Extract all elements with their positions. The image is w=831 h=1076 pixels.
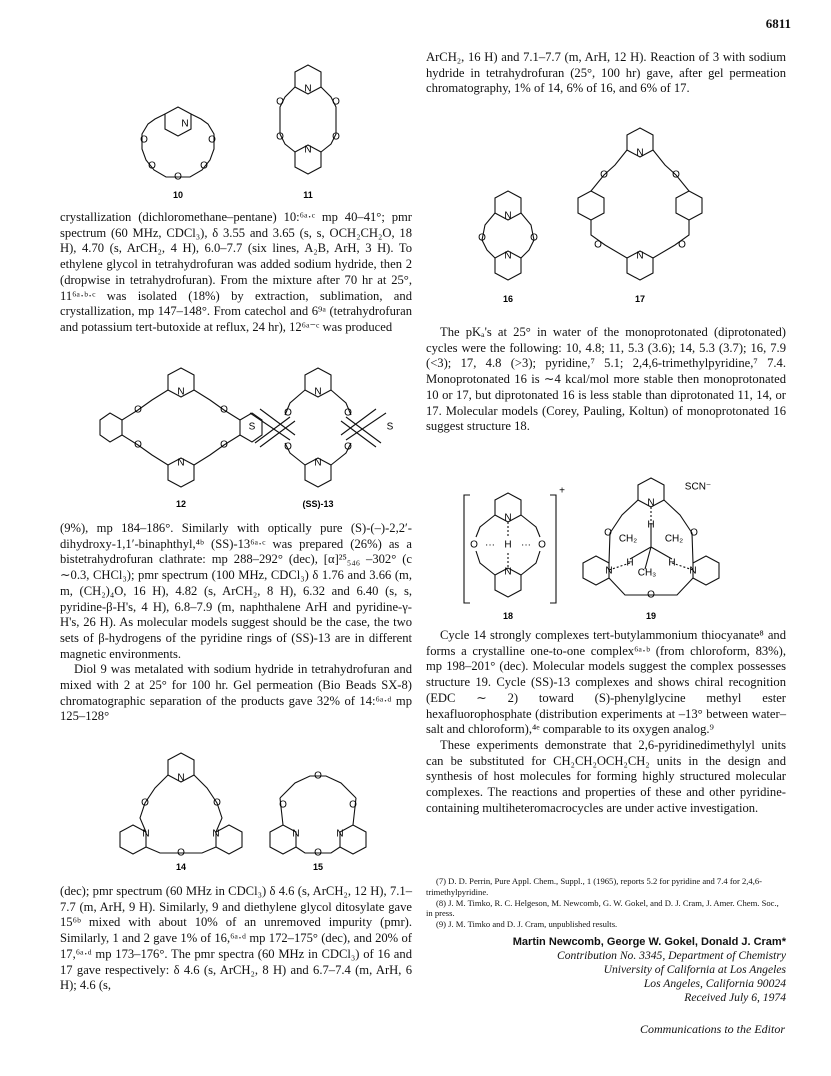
- svg-text:CH₂: CH₂: [664, 533, 684, 545]
- page-number: 6811: [765, 16, 791, 31]
- svg-text:O: O: [134, 439, 142, 451]
- svg-text:O: O: [220, 439, 228, 451]
- svg-text:O: O: [604, 527, 612, 539]
- svg-text:N: N: [304, 144, 312, 156]
- figure-compounds-10-11: [100, 52, 360, 207]
- paragraph: crystallization (dichloromethane–pentane) 10:⁶ᵃ·ᶜ mp 40–41°; pmr spectrum (60 MHz, CDCl₃), δ 3.55 and 3.65 (s, s, OCH₂CH₂O, 18 H), 4.70 (s, ArCH₂, 4 H), 6.0–7.7 (six lines, A₂B, ArH, 3 H). To ethylene glycol in tetrahydrofuran was added sodium hydride, then 2 (dropwise in tetrahydrofuran). From the mixture after 70 hr at 25°, 11⁶ᵃ·ᵇ·ᶜ was isolated (18%) by extraction, sublimation, and crystallization, mp 147–148°. From catechol and 6⁹ᵃ (tetrahydrofuran and potassium tert-butoxide at reflux, 24 hr), 12⁶ᵃ⁻ᶜ was produced: [60, 210, 412, 334]
- affiliation-line: University of California at Los Angeles: [603, 963, 786, 976]
- svg-text:H: H: [668, 557, 676, 569]
- svg-text:O: O: [134, 404, 142, 416]
- svg-text:O: O: [332, 131, 340, 143]
- structure-13: [249, 368, 394, 509]
- right-column-part2: [426, 325, 786, 435]
- svg-text:N: N: [636, 250, 644, 262]
- structure-18: [464, 486, 565, 621]
- label-17: 17: [634, 294, 646, 304]
- section-footer: Communications to the Editor: [640, 1022, 785, 1036]
- label-19: 19: [645, 611, 657, 621]
- paragraph: (dec); pmr spectrum (60 MHz in CDCl₃) δ 4.6 (s, ArCH₂, 12 H), 7.1–7.7 (m, ArH, 9 H). Similarly, 9 and diethylene glycol ditosylate gave 15⁶ᵇ mixed with about 10% of an unremoved impurity (pmr). Similarly, 1 and 2 gave 1% of 16,⁶ᵃ·ᵈ mp 172–175° (dec), and 20% of 17,⁶ᵃ·ᵈ mp 173–176°. The pmr spectra (60 MHz in CDCl₃) of 16 and 17 gave respectively: δ 4.6 (s, ArCH₂, 8 H) and 6.7–7.4 (m, ArH, 6 H); 4.6 (s,: [60, 884, 412, 993]
- label-11: 11: [303, 190, 313, 200]
- svg-text:O: O: [284, 407, 292, 419]
- reference-9: (9) J. M. Timko and D. J. Cram, unpublished results.: [436, 919, 618, 930]
- structure-11: [276, 65, 340, 200]
- svg-text:O: O: [279, 799, 287, 811]
- label-16: 16: [502, 294, 514, 304]
- svg-text:O: O: [140, 134, 148, 146]
- svg-text:N: N: [142, 828, 150, 840]
- svg-text:N: N: [212, 828, 220, 840]
- structure-17: [578, 128, 702, 304]
- svg-text:N: N: [177, 457, 185, 469]
- svg-text:O: O: [284, 441, 292, 453]
- svg-text:O: O: [177, 847, 185, 859]
- structure-16: [478, 191, 538, 304]
- svg-text:+: +: [559, 485, 565, 497]
- svg-text:S: S: [386, 421, 394, 433]
- svg-text:N: N: [314, 386, 322, 398]
- svg-text:O: O: [344, 407, 352, 419]
- svg-text:···: ···: [485, 539, 495, 551]
- label-13: (SS)-13: [302, 499, 334, 509]
- svg-text:N: N: [177, 772, 185, 784]
- svg-text:CH₂: CH₂: [618, 533, 638, 545]
- svg-text:O: O: [478, 232, 486, 244]
- author-block: [426, 935, 786, 1005]
- label-18: 18: [502, 611, 514, 621]
- structure-12: [100, 368, 262, 509]
- right-column-part1: [426, 50, 786, 97]
- svg-text:···: ···: [521, 539, 531, 551]
- svg-text:O: O: [672, 169, 680, 181]
- reference-8: (8) J. M. Timko, R. C. Helgeson, M. Newcomb, G. W. Gokel, and D. J. Cram, J. Amer. Chem. Soc., in press.: [426, 897, 779, 919]
- label-12: 12: [175, 499, 187, 509]
- svg-text:H: H: [504, 539, 512, 551]
- left-column-part1: [60, 210, 412, 336]
- svg-text:N: N: [504, 250, 512, 262]
- svg-text:N: N: [636, 147, 644, 159]
- figure-compounds-16-17: [440, 120, 760, 320]
- svg-text:O: O: [213, 797, 221, 809]
- svg-text:O: O: [470, 539, 478, 551]
- svg-text:N: N: [304, 83, 312, 95]
- right-column-part3: [426, 628, 786, 816]
- svg-text:O: O: [200, 160, 208, 172]
- svg-text:O: O: [141, 797, 149, 809]
- svg-text:N: N: [605, 565, 613, 577]
- svg-text:O: O: [538, 539, 546, 551]
- paragraph: (9%), mp 184–186°. Similarly with optically pure (S)-(–)-2,2′-dihydroxy-1,1′-binaphthyl,⁴ᵇ (SS)-13⁶ᵃ·ᶜ was prepared (26%) as a bistetrahydrofuran clathrate: mp 288–292° (dec), [α]²⁵₅₄₆ –302° (c ∼0.3, CHCl₃); pmr spectrum (100 MHz, CDCl₃) δ 1.76 and 3.66 (m, m, (CH₂)₄O, 16 H), 4.82 (s, ArCH₂, 8 H), 6.32 and 6.40 (s, s, pyridine-β-H's, 4 H), 6.8–7.9 (m, naphthalene ArH and pyridine-γ-H's, 26 H). As molecular models suggest should be the case, the two sets of β-hydrogens of the pyridine rings of (SS)-13 are in different magnetic environments.: [60, 521, 412, 661]
- figure-compounds-18-19: [440, 475, 760, 625]
- svg-text:O: O: [208, 134, 216, 146]
- svg-text:N: N: [504, 566, 512, 578]
- svg-text:N: N: [689, 565, 697, 577]
- svg-text:N: N: [292, 828, 300, 840]
- label-15: 15: [312, 862, 324, 872]
- svg-text:O: O: [314, 847, 322, 859]
- figure-compounds-14-15: [105, 748, 405, 878]
- svg-text:SCN⁻: SCN⁻: [684, 481, 712, 493]
- paragraph: ArCH₂, 16 H) and 7.1–7.7 (m, ArH, 12 H). Reaction of 3 with sodium hydride in tetrahydrofuran (25°, 100 hr) gave, after gel permeation chromatography, 1% of 14, 6% of 16, and 6% of 17.: [426, 50, 786, 96]
- svg-text:CH₃: CH₃: [637, 567, 657, 579]
- svg-text:N: N: [504, 512, 512, 524]
- svg-text:O: O: [148, 160, 156, 172]
- figure-compounds-12-13: [90, 365, 410, 520]
- label-10: 10: [172, 190, 184, 200]
- left-column-part2: [60, 521, 412, 725]
- svg-text:O: O: [530, 232, 538, 244]
- svg-text:O: O: [276, 96, 284, 108]
- svg-text:O: O: [314, 770, 322, 782]
- received-date: Received July 6, 1974: [684, 991, 786, 1004]
- svg-text:O: O: [594, 239, 602, 251]
- reference-7: (7) D. D. Perrin, Pure Appl. Chem., Suppl., 1 (1965), reports 5.2 for pyridine and 7.4 for 2,4,6-trimethylpyridine.: [426, 876, 763, 897]
- paragraph: These experiments demonstrate that 2,6-pyridinedimethylyl units can be substituted for CH₂CH₂OCH₂CH₂ units in the design and synthesis of host molecules for forming highly structured molecular complexes. The reactions and properties of these and other pyridine-containing multiheteromacrocycles are under active investigation.: [426, 737, 786, 815]
- svg-text:N: N: [314, 457, 322, 469]
- svg-text:N: N: [336, 828, 344, 840]
- affiliation-line: Contribution No. 3345, Department of Chemistry: [557, 949, 786, 962]
- svg-text:N: N: [177, 386, 185, 398]
- label-14: 14: [175, 862, 187, 872]
- svg-text:O: O: [690, 527, 698, 539]
- structure-15: [270, 771, 366, 872]
- svg-text:O: O: [647, 589, 655, 601]
- svg-text:N: N: [181, 118, 189, 130]
- paragraph: The pKₐ's at 25° in water of the monoprotonated (diprotonated) cycles were the following: 10, 4.8; 11, 5.3 (3.6); 14, 5.3 (3.7); 16, 7.9 (<3); 17, 4.8 (>3); pyridine,⁷ 5.1; 2,4,6-trimethylpyridine,⁷ 7.4. Monoprotonated 16 is ∼4 kcal/mol more stable then monoprotonated 10 or 17, but diprotonated 16 is less stable than diprotonated 11, 14, or 17. Molecular models (Corey, Pauling, Koltun) of monoprotonated 16 suggest structure 18.: [426, 325, 786, 434]
- references: [426, 876, 786, 930]
- structure-19: [583, 478, 719, 621]
- structure-10: [140, 107, 216, 200]
- svg-text:O: O: [174, 171, 182, 183]
- svg-text:O: O: [349, 799, 357, 811]
- svg-text:O: O: [332, 96, 340, 108]
- paragraph: Cycle 14 strongly complexes tert-butylammonium thiocyanate⁸ and forms a crystalline one-to-one complex⁶ᵃ·ᵇ (from chloroform, 83%), mp 198–201° (dec). Molecular models suggest the complex possesses structure 19. Cycle (SS)-13 complexes and shows chiral recognition (EDC ∼ 2) toward (S)-phenylglycine methyl ester hexafluorophosphate (distribution experiments at –13° between water–salt and chloroform),⁴ᵉ comparable to its oxygen analog.⁹: [426, 628, 786, 737]
- svg-text:N: N: [504, 210, 512, 222]
- svg-text:N: N: [647, 497, 655, 509]
- svg-text:O: O: [600, 169, 608, 181]
- left-column-part3: [60, 884, 412, 994]
- svg-text:O: O: [276, 131, 284, 143]
- paragraph: Diol 9 was metalated with sodium hydride in tetrahydrofuran and mixed with 2 at 25° for 100 hr. Gel permeation (Bio Beads SX-8) chromatographic separation of the products gave 32% of 14:⁶ᵃ·ᵈ mp 125–128°: [60, 662, 412, 724]
- svg-text:H: H: [647, 519, 655, 531]
- affiliation-line: Los Angeles, California 90024: [643, 977, 786, 990]
- structure-14: [120, 753, 242, 872]
- svg-text:S: S: [248, 421, 256, 433]
- svg-text:O: O: [220, 404, 228, 416]
- svg-text:O: O: [344, 441, 352, 453]
- svg-text:H: H: [626, 557, 634, 569]
- svg-text:O: O: [678, 239, 686, 251]
- author-names: Martin Newcomb, George W. Gokel, Donald J. Cram*: [512, 936, 786, 948]
